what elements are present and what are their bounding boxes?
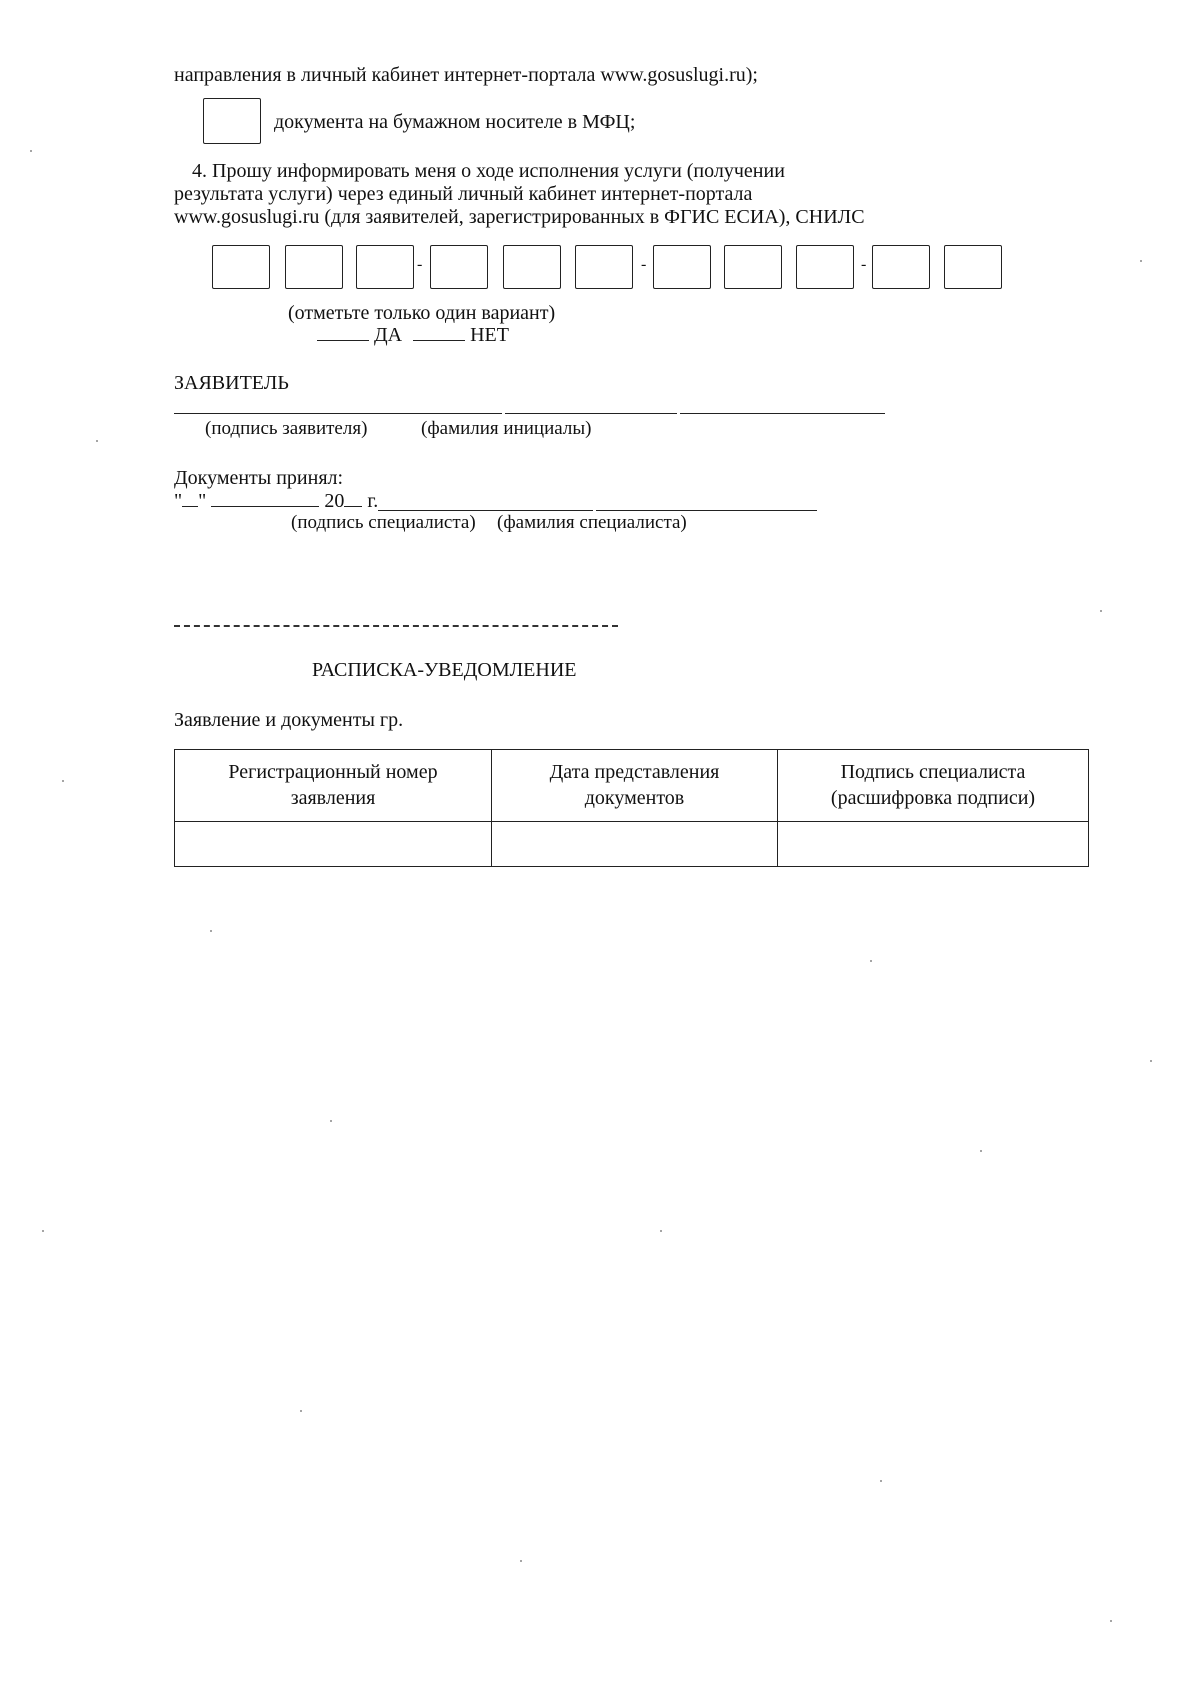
header-registration-number-line2: заявления	[290, 786, 376, 809]
receipt-table	[174, 749, 1089, 867]
applicant-extra-line[interactable]	[680, 413, 885, 414]
yes-label: ДА	[374, 324, 403, 346]
snils-digit-box[interactable]	[285, 245, 343, 289]
year-prefix: 20	[324, 490, 345, 512]
yes-blank[interactable]	[317, 340, 369, 341]
snils-digit-box[interactable]	[503, 245, 561, 289]
receipt-title: РАСПИСКА-УВЕДОМЛЕНИЕ	[312, 659, 577, 681]
accepted-date-line	[174, 489, 378, 513]
applicant-heading: ЗАЯВИТЕЛЬ	[174, 372, 289, 394]
specialist-name-line[interactable]	[596, 510, 817, 511]
snils-digit-box[interactable]	[796, 245, 854, 289]
header-submission-date	[492, 750, 778, 822]
specialist-signature-cell[interactable]	[778, 822, 1089, 867]
month-blank[interactable]	[211, 506, 319, 507]
snils-digit-box[interactable]	[724, 245, 782, 289]
snils-digit-box[interactable]	[212, 245, 270, 289]
specialist-name-caption: (фамилия специалиста)	[497, 512, 687, 533]
day-blank[interactable]	[182, 506, 198, 507]
year-blank[interactable]	[344, 506, 362, 507]
applicant-name-caption: (фамилия инициалы)	[421, 418, 592, 439]
header-registration-number	[175, 750, 492, 822]
no-label: НЕТ	[470, 324, 509, 346]
year-suffix: г.	[367, 490, 379, 512]
applicant-name-line[interactable]	[505, 413, 677, 414]
paper-delivery-label: документа на бумажном носителе в МФЦ;	[274, 111, 636, 133]
portal-delivery-line: направления в личный кабинет интернет-портала www.gosuslugi.ru);	[174, 64, 758, 86]
paper-delivery-checkbox[interactable]	[203, 98, 261, 144]
item4-line3: www.gosuslugi.ru (для заявителей, зарегистрированных в ФГИС ЕСИА), СНИЛС	[174, 206, 865, 228]
receipt-intro: Заявление и документы гр.	[174, 709, 404, 731]
header-registration-number-line1: Регистрационный номер	[228, 760, 438, 783]
no-blank[interactable]	[413, 340, 465, 341]
applicant-signature-caption: (подпись заявителя)	[205, 418, 368, 439]
choose-one-hint: (отметьте только один вариант)	[288, 302, 556, 324]
header-specialist-signature	[778, 750, 1089, 822]
receipt-header-row	[175, 750, 1089, 822]
date-quote-open: "	[174, 490, 183, 512]
header-submission-date-line1: Дата представления	[549, 760, 720, 783]
header-specialist-signature-line2: (расшифровка подписи)	[830, 786, 1036, 809]
header-submission-date-line2: документов	[584, 786, 685, 809]
snils-digit-box[interactable]	[653, 245, 711, 289]
snils-separator: -	[417, 256, 423, 273]
snils-digit-box[interactable]	[944, 245, 1002, 289]
snils-digit-box[interactable]	[575, 245, 633, 289]
yes-no-choice	[317, 323, 509, 347]
specialist-signature-line[interactable]	[378, 510, 593, 511]
date-quote-close: "	[198, 490, 207, 512]
accepted-heading: Документы принял:	[174, 467, 344, 489]
table-row	[175, 822, 1089, 867]
cut-line	[174, 625, 618, 627]
item4-line1: 4. Прошу информировать меня о ходе исполнения услуги (получении	[192, 160, 785, 182]
snils-digit-box[interactable]	[872, 245, 930, 289]
header-specialist-signature-line1: Подпись специалиста	[840, 760, 1026, 783]
snils-digit-box[interactable]	[356, 245, 414, 289]
snils-digit-box[interactable]	[430, 245, 488, 289]
snils-separator: -	[861, 256, 867, 273]
submission-date-cell[interactable]	[492, 822, 778, 867]
registration-number-cell[interactable]	[175, 822, 492, 867]
snils-separator: -	[641, 256, 647, 273]
specialist-signature-caption: (подпись специалиста)	[291, 512, 476, 533]
applicant-signature-line[interactable]	[174, 413, 502, 414]
item4-line2: результата услуги) через единый личный кабинет интернет-портала	[174, 183, 753, 205]
